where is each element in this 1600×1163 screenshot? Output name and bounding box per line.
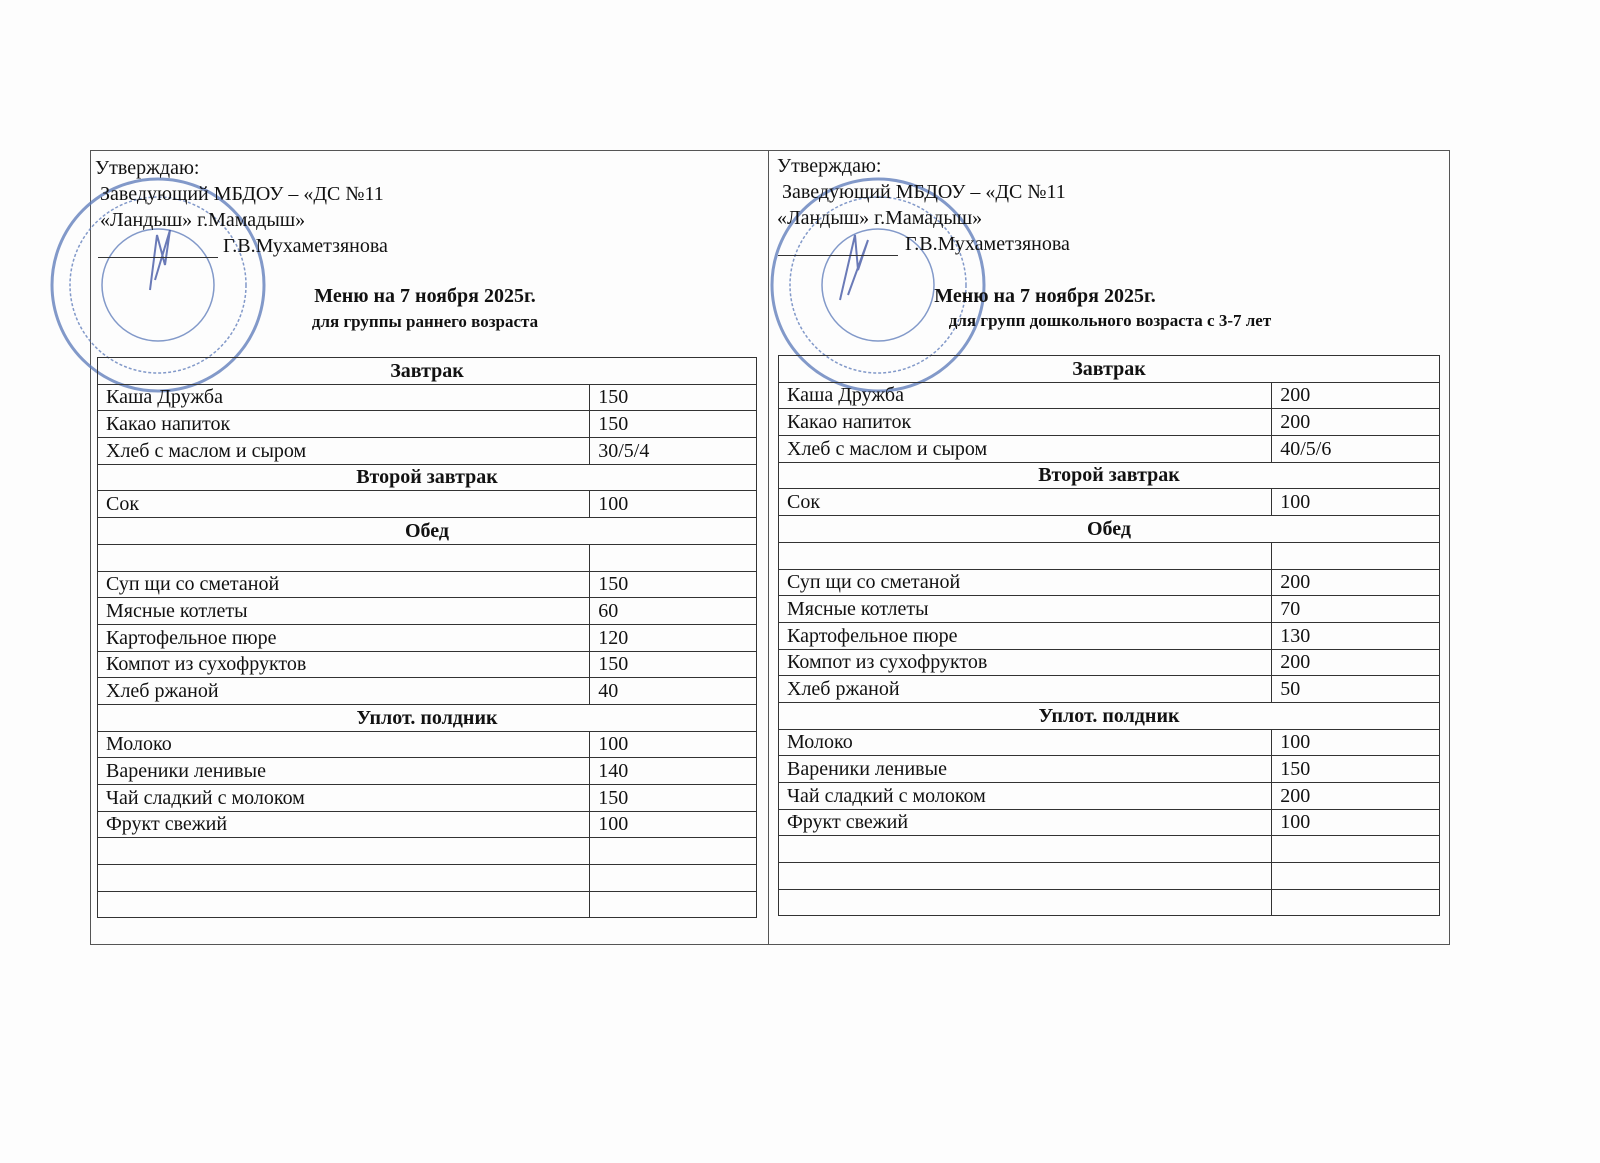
portion-amount: 120 xyxy=(590,624,757,651)
menu-item-row xyxy=(779,436,1440,463)
dish-name: Компот из сухофруктов xyxy=(779,649,1272,676)
portion-amount: 70 xyxy=(1272,596,1440,623)
portion-amount xyxy=(1272,889,1440,916)
portion-amount: 150 xyxy=(590,571,757,598)
portion-amount: 200 xyxy=(1272,649,1440,676)
section-header-row xyxy=(779,702,1440,729)
empty-row xyxy=(779,542,1440,569)
portion-amount: 150 xyxy=(590,384,757,411)
portion-amount: 130 xyxy=(1272,622,1440,649)
menu-item-row xyxy=(98,731,757,758)
portion-amount: 100 xyxy=(590,491,757,518)
menu-item-row xyxy=(98,438,757,465)
institution-name: «Ландыш» г.Мамадыш» xyxy=(95,209,306,231)
portion-amount: 200 xyxy=(1272,382,1440,409)
menu-subtitle: для группы раннего возраста xyxy=(311,312,539,331)
dish-name xyxy=(98,891,590,918)
menu-table xyxy=(97,357,757,918)
portion-amount: 40 xyxy=(590,678,757,705)
empty-row xyxy=(779,889,1440,916)
dish-name: Сок xyxy=(98,491,590,518)
portion-amount: 40/5/6 xyxy=(1272,436,1440,463)
portion-amount xyxy=(590,838,757,865)
signature-line xyxy=(98,257,218,258)
menu-title: Меню на 7 ноября 2025г. xyxy=(314,285,536,307)
dish-name: Чай сладкий с молоком xyxy=(779,783,1272,810)
section-header-row xyxy=(98,358,757,385)
menu-item-row xyxy=(98,491,757,518)
portion-amount: 100 xyxy=(590,811,757,838)
dish-name xyxy=(98,865,590,892)
signature-line xyxy=(778,255,898,256)
dish-name: Фрукт свежий xyxy=(98,811,590,838)
section-title: Уплот. полдник xyxy=(98,704,757,731)
menu-item-row xyxy=(98,811,757,838)
section-title: Второй завтрак xyxy=(779,462,1440,489)
signer-name: Г.В.Мухаметзянова xyxy=(905,233,1070,255)
dish-name: Хлеб ржаной xyxy=(779,676,1272,703)
menu-item-row xyxy=(779,409,1440,436)
dish-name xyxy=(779,542,1272,569)
dish-name: Какао напиток xyxy=(98,411,590,438)
menu-item-row xyxy=(98,651,757,678)
portion-amount: 30/5/4 xyxy=(590,438,757,465)
dish-name: Компот из сухофруктов xyxy=(98,651,590,678)
section-title: Обед xyxy=(779,516,1440,543)
dish-name xyxy=(779,863,1272,890)
dish-name: Какао напиток xyxy=(779,409,1272,436)
menu-table xyxy=(778,355,1440,916)
section-header-row xyxy=(98,518,757,545)
dish-name: Чай сладкий с молоком xyxy=(98,785,590,812)
portion-amount xyxy=(1272,836,1440,863)
dish-name: Хлеб с маслом и сыром xyxy=(98,438,590,465)
section-title: Завтрак xyxy=(98,358,757,385)
section-title: Уплот. полдник xyxy=(779,702,1440,729)
section-title: Обед xyxy=(98,518,757,545)
dish-name: Картофельное пюре xyxy=(779,622,1272,649)
portion-amount: 200 xyxy=(1272,409,1440,436)
dish-name xyxy=(779,889,1272,916)
section-header-row xyxy=(779,356,1440,383)
portion-amount: 140 xyxy=(590,758,757,785)
dish-name: Суп щи со сметаной xyxy=(98,571,590,598)
dish-name: Хлеб с маслом и сыром xyxy=(779,436,1272,463)
menu-item-row xyxy=(779,783,1440,810)
menu-item-row xyxy=(779,729,1440,756)
portion-amount: 150 xyxy=(590,411,757,438)
menu-title: Меню на 7 ноября 2025г. xyxy=(934,285,1156,307)
portion-amount xyxy=(1272,863,1440,890)
dish-name: Фрукт свежий xyxy=(779,809,1272,836)
approver-position: Заведующий МБДОУ – «ДС №11 xyxy=(95,183,384,205)
menu-item-row xyxy=(98,758,757,785)
menu-item-row xyxy=(98,785,757,812)
menu-item-row xyxy=(98,411,757,438)
section-title: Второй завтрак xyxy=(98,464,757,491)
section-header-row xyxy=(779,516,1440,543)
empty-row xyxy=(98,544,757,571)
institution-name: «Ландыш» г.Мамадыш» xyxy=(777,207,983,229)
menu-item-row xyxy=(779,676,1440,703)
dish-name: Вареники ленивые xyxy=(98,758,590,785)
dish-name: Вареники ленивые xyxy=(779,756,1272,783)
portion-amount: 60 xyxy=(590,598,757,625)
menu-item-row xyxy=(779,809,1440,836)
dish-name: Мясные котлеты xyxy=(779,596,1272,623)
portion-amount xyxy=(1272,542,1440,569)
portion-amount: 200 xyxy=(1272,783,1440,810)
dish-name: Каша Дружба xyxy=(779,382,1272,409)
portion-amount xyxy=(590,891,757,918)
dish-name xyxy=(98,838,590,865)
portion-amount xyxy=(590,544,757,571)
menu-item-row xyxy=(98,678,757,705)
empty-row xyxy=(779,836,1440,863)
portion-amount: 50 xyxy=(1272,676,1440,703)
menu-item-row xyxy=(98,624,757,651)
portion-amount: 100 xyxy=(1272,489,1440,516)
empty-row xyxy=(98,891,757,918)
menu-item-row xyxy=(779,756,1440,783)
portion-amount: 200 xyxy=(1272,569,1440,596)
section-header-row xyxy=(98,464,757,491)
menu-item-row xyxy=(779,649,1440,676)
empty-row xyxy=(98,865,757,892)
dish-name: Картофельное пюре xyxy=(98,624,590,651)
section-title: Завтрак xyxy=(779,356,1440,383)
portion-amount: 100 xyxy=(590,731,757,758)
portion-amount: 100 xyxy=(1272,729,1440,756)
empty-row xyxy=(779,863,1440,890)
portion-amount: 150 xyxy=(1272,756,1440,783)
menu-item-row xyxy=(779,596,1440,623)
dish-name: Мясные котлеты xyxy=(98,598,590,625)
menu-item-row xyxy=(98,598,757,625)
dish-name: Суп щи со сметаной xyxy=(779,569,1272,596)
menu-item-row xyxy=(98,571,757,598)
menu-item-row xyxy=(779,382,1440,409)
empty-row xyxy=(98,838,757,865)
signer-name: Г.В.Мухаметзянова xyxy=(223,235,388,257)
approval-label: Утверждаю: xyxy=(777,155,882,177)
portion-amount: 100 xyxy=(1272,809,1440,836)
menu-item-row xyxy=(779,622,1440,649)
portion-amount: 150 xyxy=(590,785,757,812)
dish-name: Сок xyxy=(779,489,1272,516)
approval-label: Утверждаю: xyxy=(95,157,200,179)
dish-name: Молоко xyxy=(98,731,590,758)
portion-amount: 150 xyxy=(590,651,757,678)
menu-item-row xyxy=(779,569,1440,596)
approval-block xyxy=(95,155,388,259)
menu-subtitle: для групп дошкольного возраста с 3-7 лет xyxy=(948,311,1272,330)
dish-name: Каша Дружба xyxy=(98,384,590,411)
dish-name xyxy=(98,544,590,571)
dish-name xyxy=(779,836,1272,863)
dish-name: Молоко xyxy=(779,729,1272,756)
approver-position: Заведующий МБДОУ – «ДС №11 xyxy=(777,181,1066,203)
menu-item-row xyxy=(98,384,757,411)
section-header-row xyxy=(779,462,1440,489)
section-header-row xyxy=(98,704,757,731)
dish-name: Хлеб ржаной xyxy=(98,678,590,705)
portion-amount xyxy=(590,865,757,892)
menu-item-row xyxy=(779,489,1440,516)
approval-block xyxy=(777,153,1070,257)
